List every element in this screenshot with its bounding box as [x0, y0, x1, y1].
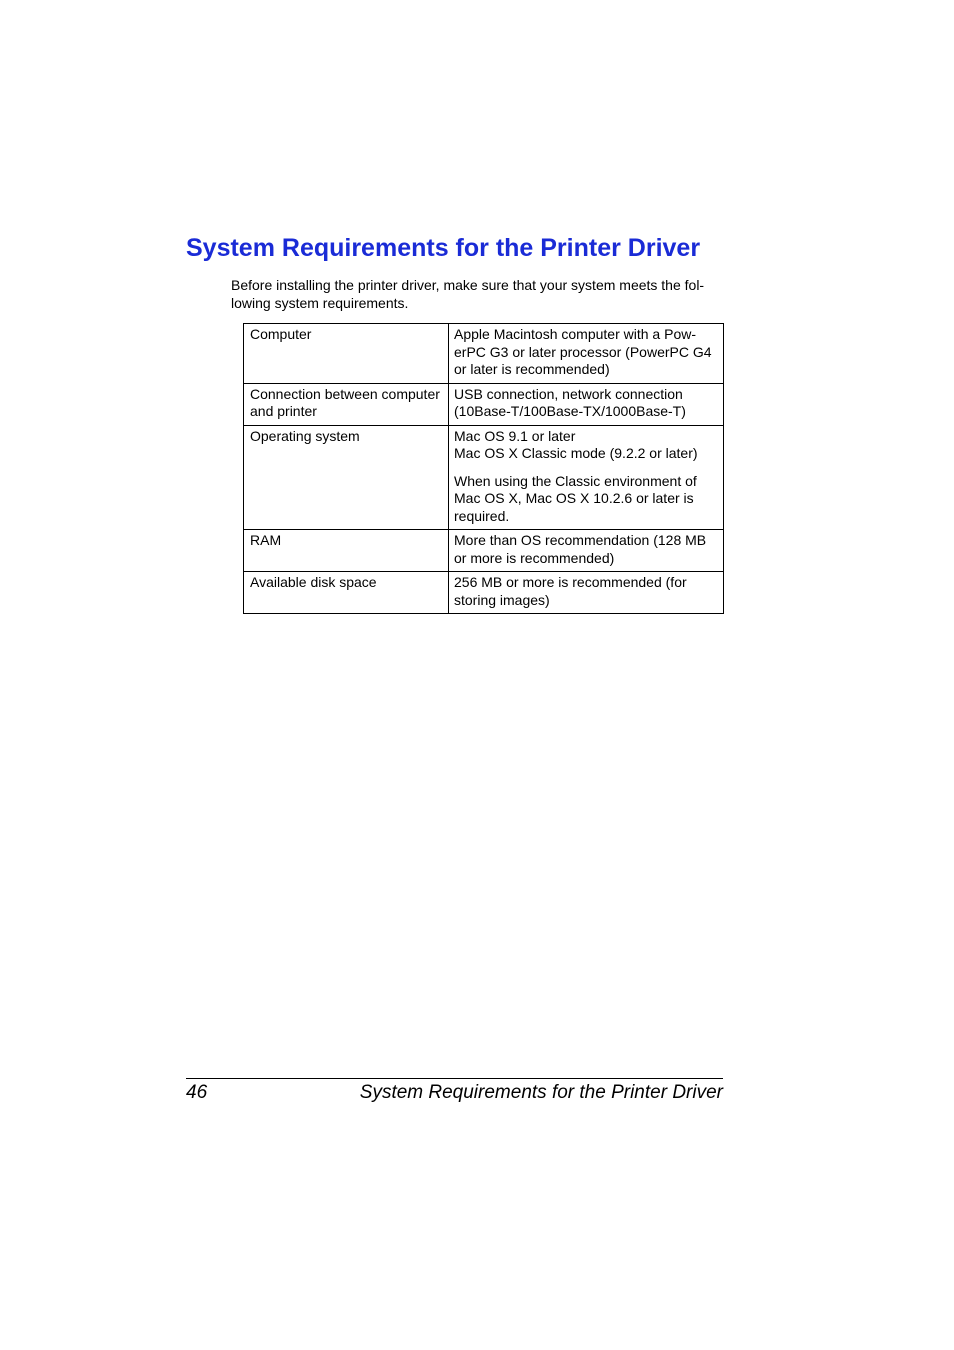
- note-line: Mac OS X, Mac OS X 10.2.6 or later is: [454, 490, 694, 506]
- requirement-value: [449, 324, 724, 384]
- requirement-value: [449, 530, 724, 572]
- footer-divider: [186, 1078, 723, 1079]
- value-line: USB connection, network connection: [454, 385, 683, 402]
- requirement-label: [244, 572, 449, 614]
- value-line: (10Base-T/100Base-TX/1000Base-T): [454, 403, 686, 419]
- requirement-label: [244, 383, 449, 425]
- label-line: Operating system: [250, 427, 360, 444]
- table-row: [244, 530, 724, 572]
- value-line: Mac OS X Classic mode (9.2.2 or later): [454, 445, 698, 461]
- page-title: System Requirements for the Printer Driver: [186, 234, 701, 262]
- value-line: erPC G3 or later processor (PowerPC G4: [454, 343, 712, 360]
- requirement-value: [449, 383, 724, 425]
- value-line: or more is recommended): [454, 549, 615, 566]
- value-line: Mac OS 9.1 or later: [454, 427, 576, 444]
- intro-paragraph: [231, 277, 723, 312]
- requirement-label: [244, 425, 449, 530]
- table-row: [244, 383, 724, 425]
- value-line: or later is recommended): [454, 361, 610, 377]
- label-line: Available disk space: [250, 574, 377, 590]
- note-line: When using the Classic environment of: [454, 472, 697, 489]
- label-line: Computer: [250, 326, 312, 342]
- footer-running-title: System Requirements for the Printer Driver: [359, 1082, 723, 1103]
- intro-line: lowing system requirements.: [231, 294, 409, 311]
- requirement-label: [244, 324, 449, 384]
- label-line: RAM: [250, 532, 282, 548]
- value-line: More than OS recommendation (128 MB: [454, 532, 707, 548]
- label-line: Connection between computer: [250, 385, 440, 402]
- requirement-value: [449, 425, 724, 530]
- label-line: and printer: [250, 403, 317, 419]
- table-row: [244, 572, 724, 614]
- value-line: Apple Macintosh computer with a Pow-: [454, 326, 696, 342]
- requirement-value: [449, 572, 724, 614]
- page-number: 46: [186, 1082, 208, 1103]
- note-line: required.: [454, 507, 510, 524]
- value-line: storing images): [454, 591, 550, 608]
- requirement-label: [244, 530, 449, 572]
- table-row: [244, 425, 724, 530]
- table-row: [244, 324, 724, 384]
- requirements-table: [243, 323, 724, 614]
- paragraph-gap: [454, 463, 718, 473]
- intro-line: Before installing the printer driver, make sure that your system meets the fol-: [231, 277, 705, 293]
- value-line: 256 MB or more is recommended (for: [454, 574, 687, 590]
